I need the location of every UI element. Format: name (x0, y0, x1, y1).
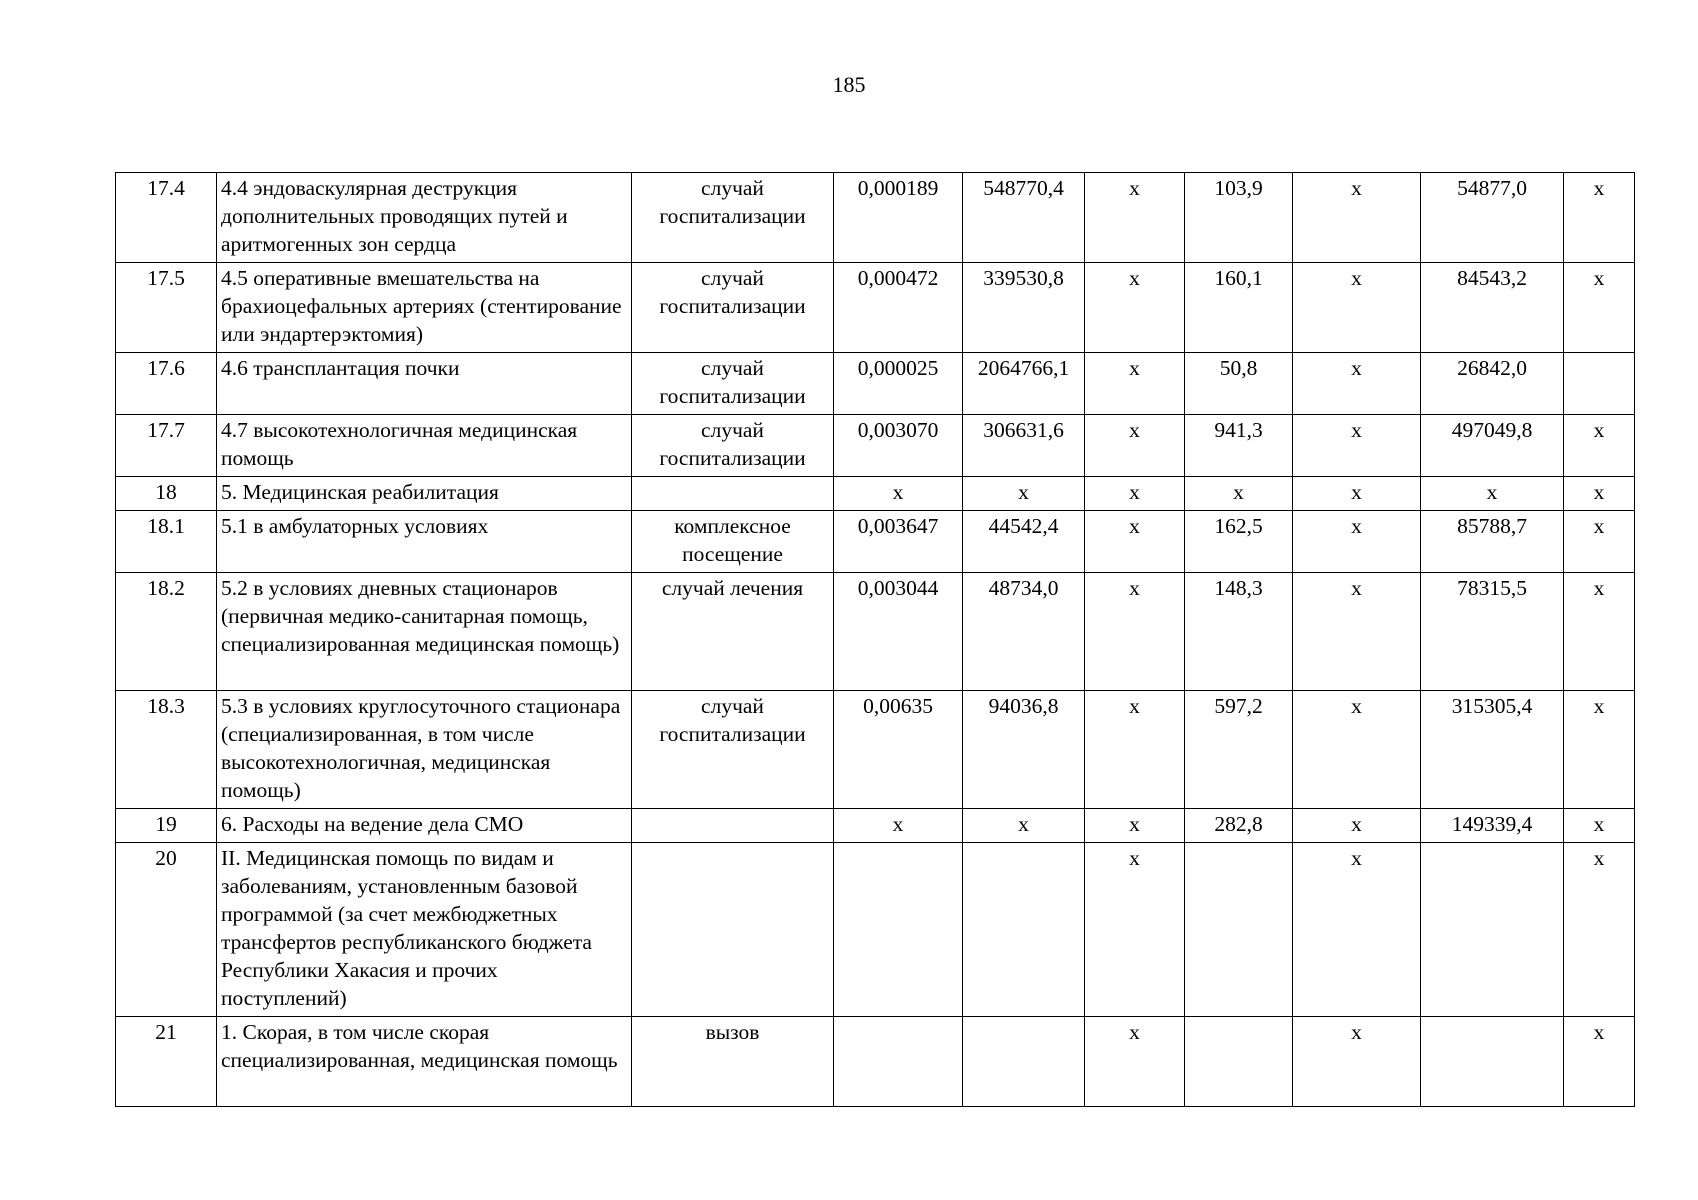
value-cell-6: 315305,4 (1421, 691, 1564, 809)
table-row (116, 477, 1635, 511)
table-row (116, 843, 1635, 1017)
row-name-cell: 5.3 в условиях круглосуточного стационара (специализированная, в том числе высокотехнологичная, медицинская помощь) (217, 691, 632, 809)
value-cell-3: х (1085, 573, 1185, 691)
value-cell-3: х (1085, 691, 1185, 809)
value-cell-3: х (1085, 173, 1185, 263)
row-number-cell: 18.1 (116, 511, 217, 573)
value-cell-1: 0,000472 (834, 263, 963, 353)
unit-cell: случай госпитализации (632, 353, 834, 415)
value-cell-1 (834, 843, 963, 1017)
value-cell-7: х (1564, 477, 1635, 511)
value-cell-4: 50,8 (1185, 353, 1293, 415)
value-cell-7: х (1564, 691, 1635, 809)
value-cell-2: х (963, 809, 1085, 843)
value-cell-2: 548770,4 (963, 173, 1085, 263)
value-cell-4: 597,2 (1185, 691, 1293, 809)
table-row (116, 1017, 1635, 1107)
value-cell-7: х (1564, 511, 1635, 573)
value-cell-2: 44542,4 (963, 511, 1085, 573)
value-cell-6: х (1421, 477, 1564, 511)
table-row (116, 173, 1635, 263)
table-row (116, 809, 1635, 843)
value-cell-1: 0,003070 (834, 415, 963, 477)
unit-cell: случай госпитализации (632, 173, 834, 263)
value-cell-1: 0,003647 (834, 511, 963, 573)
row-number-cell: 18.2 (116, 573, 217, 691)
row-number-cell: 18.3 (116, 691, 217, 809)
value-cell-2: 306631,6 (963, 415, 1085, 477)
value-cell-4: 103,9 (1185, 173, 1293, 263)
unit-cell: случай госпитализации (632, 263, 834, 353)
value-cell-6: 54877,0 (1421, 173, 1564, 263)
row-name-cell: 4.4 эндоваскулярная деструкция дополнительных проводящих путей и аритмогенных зон сердца (217, 173, 632, 263)
value-cell-2: 339530,8 (963, 263, 1085, 353)
value-cell-7 (1564, 353, 1635, 415)
value-cell-2: х (963, 477, 1085, 511)
value-cell-5: х (1293, 353, 1421, 415)
row-name-cell: 4.5 оперативные вмешательства на брахиоцефальных артериях (стентирование или эндартерэктомия) (217, 263, 632, 353)
value-cell-4: 941,3 (1185, 415, 1293, 477)
value-cell-7: х (1564, 809, 1635, 843)
unit-cell (632, 809, 834, 843)
value-cell-6 (1421, 1017, 1564, 1107)
value-cell-3: х (1085, 415, 1185, 477)
row-name-cell: 5.2 в условиях дневных стационаров (первичная медико-санитарная помощь, специализированная медицинская помощь) (217, 573, 632, 691)
value-cell-6: 149339,4 (1421, 809, 1564, 843)
value-cell-5: х (1293, 573, 1421, 691)
value-cell-5: х (1293, 415, 1421, 477)
value-cell-7: х (1564, 1017, 1635, 1107)
value-cell-3: х (1085, 477, 1185, 511)
value-cell-5: х (1293, 691, 1421, 809)
value-cell-1 (834, 1017, 963, 1107)
value-cell-5: х (1293, 1017, 1421, 1107)
row-name-cell: II. Медицинская помощь по видам и заболеваниям, установленным базовой программой (за счет межбюджетных трансфертов республиканского бюджета Республики Хакасия и прочих поступлений) (217, 843, 632, 1017)
row-number-cell: 17.5 (116, 263, 217, 353)
value-cell-4: х (1185, 477, 1293, 511)
value-cell-7: х (1564, 573, 1635, 691)
value-cell-2: 2064766,1 (963, 353, 1085, 415)
value-cell-4 (1185, 1017, 1293, 1107)
data-table (115, 172, 1635, 1107)
row-number-cell: 17.7 (116, 415, 217, 477)
table-row (116, 573, 1635, 691)
value-cell-6 (1421, 843, 1564, 1017)
value-cell-3: х (1085, 263, 1185, 353)
row-name-cell: 4.7 высокотехнологичная медицинская помощь (217, 415, 632, 477)
value-cell-5: х (1293, 843, 1421, 1017)
value-cell-5: х (1293, 477, 1421, 511)
value-cell-3: х (1085, 511, 1185, 573)
table-row (116, 415, 1635, 477)
unit-cell: случай госпитализации (632, 415, 834, 477)
page-number: 185 (832, 72, 866, 97)
value-cell-5: х (1293, 173, 1421, 263)
value-cell-3: х (1085, 353, 1185, 415)
value-cell-3: х (1085, 1017, 1185, 1107)
value-cell-2 (963, 1017, 1085, 1107)
value-cell-1: х (834, 477, 963, 511)
value-cell-5: х (1293, 263, 1421, 353)
value-cell-4: 148,3 (1185, 573, 1293, 691)
unit-cell: вызов (632, 1017, 834, 1107)
row-number-cell: 17.4 (116, 173, 217, 263)
unit-cell (632, 477, 834, 511)
value-cell-1: х (834, 809, 963, 843)
table-row (116, 691, 1635, 809)
value-cell-1: 0,00635 (834, 691, 963, 809)
value-cell-1: 0,003044 (834, 573, 963, 691)
unit-cell: случай госпитализации (632, 691, 834, 809)
value-cell-6: 84543,2 (1421, 263, 1564, 353)
value-cell-6: 78315,5 (1421, 573, 1564, 691)
table-row (116, 353, 1635, 415)
unit-cell: случай лечения (632, 573, 834, 691)
value-cell-7: х (1564, 173, 1635, 263)
value-cell-6: 26842,0 (1421, 353, 1564, 415)
row-number-cell: 19 (116, 809, 217, 843)
row-name-cell: 4.6 трансплантация почки (217, 353, 632, 415)
row-number-cell: 20 (116, 843, 217, 1017)
row-name-cell: 5.1 в амбулаторных условиях (217, 511, 632, 573)
table-row (116, 511, 1635, 573)
value-cell-2: 48734,0 (963, 573, 1085, 691)
value-cell-5: х (1293, 511, 1421, 573)
value-cell-6: 497049,8 (1421, 415, 1564, 477)
value-cell-1: 0,000189 (834, 173, 963, 263)
value-cell-4: 282,8 (1185, 809, 1293, 843)
value-cell-4: 162,5 (1185, 511, 1293, 573)
unit-cell: комплексное посещение (632, 511, 834, 573)
row-name-cell: 5. Медицинская реабилитация (217, 477, 632, 511)
value-cell-4 (1185, 843, 1293, 1017)
value-cell-3: х (1085, 809, 1185, 843)
value-cell-6: 85788,7 (1421, 511, 1564, 573)
row-number-cell: 18 (116, 477, 217, 511)
row-number-cell: 17.6 (116, 353, 217, 415)
value-cell-7: х (1564, 843, 1635, 1017)
unit-cell (632, 843, 834, 1017)
table-body (116, 173, 1635, 1107)
row-name-cell: 1. Скорая, в том числе скорая специализированная, медицинская помощь (217, 1017, 632, 1107)
row-number-cell: 21 (116, 1017, 217, 1107)
value-cell-4: 160,1 (1185, 263, 1293, 353)
table-row (116, 263, 1635, 353)
value-cell-2: 94036,8 (963, 691, 1085, 809)
value-cell-3: х (1085, 843, 1185, 1017)
value-cell-7: х (1564, 415, 1635, 477)
value-cell-1: 0,000025 (834, 353, 963, 415)
value-cell-7: х (1564, 263, 1635, 353)
row-name-cell: 6. Расходы на ведение дела СМО (217, 809, 632, 843)
value-cell-5: х (1293, 809, 1421, 843)
value-cell-2 (963, 843, 1085, 1017)
